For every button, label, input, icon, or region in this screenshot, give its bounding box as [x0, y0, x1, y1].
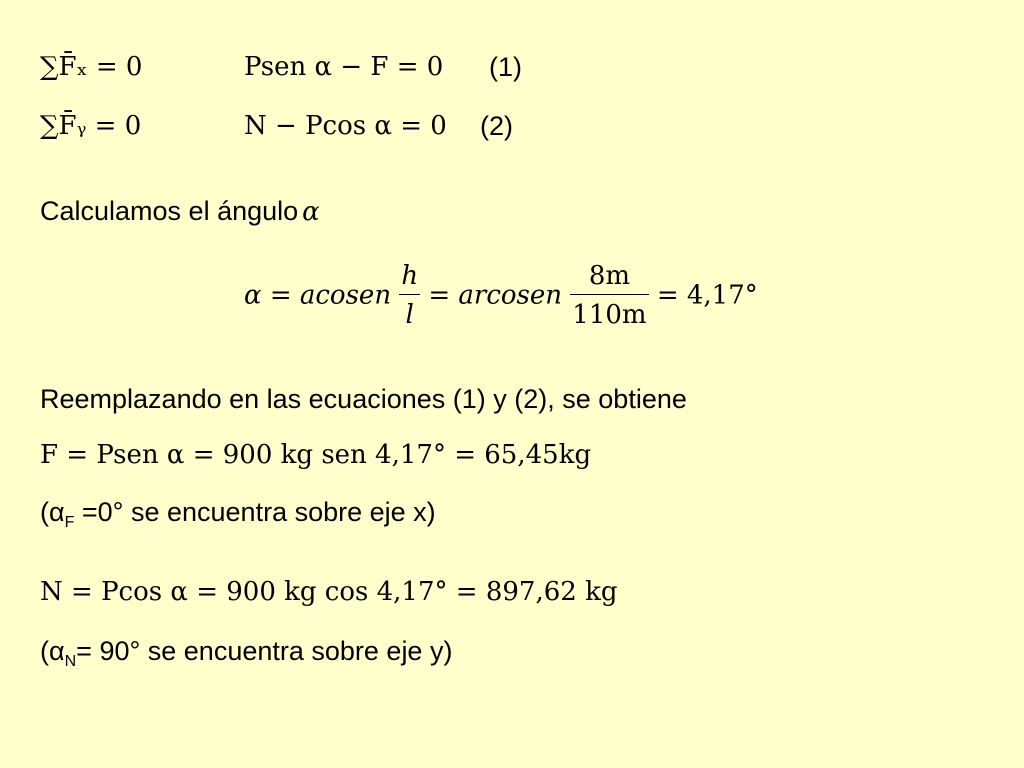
f-note-subscript: F: [64, 514, 75, 531]
angle-intro: [40, 196, 320, 227]
n-angle-note: [40, 636, 452, 671]
fraction-numerator: 8m: [570, 258, 648, 295]
f-note-rest: =0° se encuentra sobre eje x): [74, 497, 436, 527]
fraction-numerator: h: [399, 258, 420, 295]
n-note-open: (α: [40, 636, 65, 666]
fraction-denominator: 110m: [572, 300, 647, 330]
fraction-denominator: l: [405, 300, 414, 330]
angle-formula: [244, 258, 758, 335]
equation-2: N − Pcos α = 0: [244, 111, 447, 141]
fraction-h-over-l: [399, 258, 420, 335]
n-result-equation: N = Pcos α = 900 kg cos 4,17° = 897,62 kg: [40, 577, 618, 607]
n-note-subscript: N: [64, 653, 77, 670]
sum-fx-equation: ∑F̄ₓ = 0: [40, 52, 143, 82]
equation-1: Psen α − F = 0: [244, 52, 444, 82]
n-note-rest: = 90° se encuentra sobre eje y): [76, 636, 453, 666]
angle-formula-result: = 4,17°: [656, 280, 758, 311]
f-result-equation: F = Psen α = 900 kg sen 4,17° = 65,45kg: [40, 440, 592, 470]
angle-formula-mid: = arcosen: [428, 280, 563, 311]
equation-1-label: (1): [489, 52, 522, 82]
sum-fy-equation: ∑F̄ᵧ = 0: [40, 111, 142, 141]
equation-2-label: (2): [480, 111, 513, 141]
fraction-8m-over-110m: [570, 258, 648, 335]
replace-text: Reemplazando en las ecuaciones (1) y (2), se obtiene: [40, 384, 687, 414]
f-angle-note: [40, 497, 436, 532]
angle-formula-lhs: α = acosen: [244, 280, 392, 311]
angle-intro-text: Calculamos el ángulo: [40, 196, 299, 226]
f-note-open: (α: [40, 497, 65, 527]
angle-symbol: α: [302, 197, 320, 227]
